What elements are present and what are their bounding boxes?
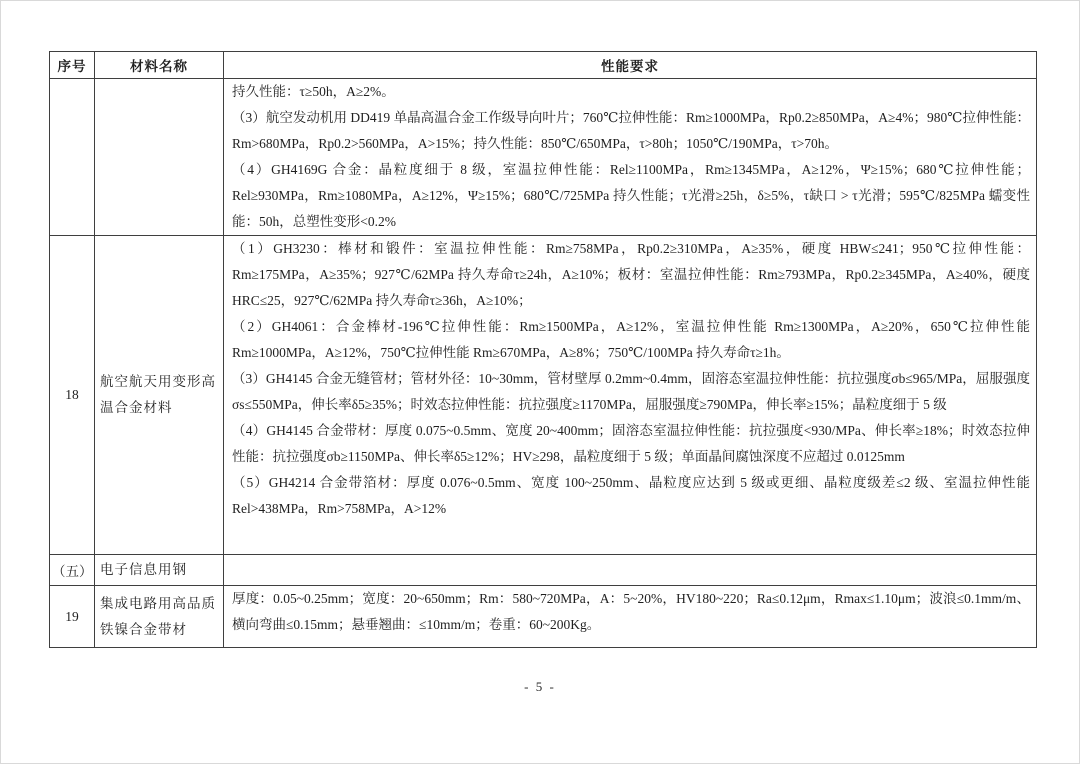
header-requirements: 性能要求 — [224, 52, 1037, 79]
requirement-paragraph: （4）GH4145 合金带材：厚度 0.075~0.5mm、宽度 20~400mm；固溶态室温拉伸性能：抗拉强度<930/MPa、伸长率≥18%；时效态拉伸性能：抗拉强度σb≥1150MPa、伸长率δ5≥12%；HV≥298，晶粒度细于 5 级；单面晶间腐蚀深度不应超过 0.0125mm — [232, 423, 1030, 464]
requirement-paragraph: 厚度：0.05~0.25mm；宽度：20~650mm；Rm：580~720MPa，A：5~20%，HV180~220；Ra≤0.12μm，Rmax≤1.10μm；波浪≤0.1mm/m、横向弯曲≤0.15mm；悬垂翘曲：≤10mm/m；卷重：60~200Kg。 — [232, 591, 1030, 632]
header-material: 材料名称 — [95, 52, 224, 79]
requirements-cell — [224, 555, 1037, 586]
table-row-19 — [50, 586, 1037, 648]
table-row-continuation — [50, 79, 1037, 236]
requirement-paragraph: 持久性能：τ≥50h，A≥2%。 — [232, 84, 395, 99]
table-row-section-5 — [50, 555, 1037, 586]
material-cell: 集成电路用高品质铁镍合金带材 — [95, 586, 224, 648]
page-number: - 5 - — [524, 679, 556, 694]
material-cell: 航空航天用变形高温合金材料 — [95, 236, 224, 555]
requirement-paragraph: （3）GH4145 合金无缝管材；管材外径：10~30mm，管材壁厚 0.2mm~0.4mm，固溶态室温拉伸性能：抗拉强度σb≤965/MPa，屈服强度σs≤550MPa，伸长率δ5≥35%；时效态拉伸性能：抗拉强度≥1170MPa，屈服强度≥790MPa，伸长率≥15%；晶粒度细于 5 级 — [232, 371, 1030, 412]
table-row-18 — [50, 236, 1037, 555]
material-cell — [95, 79, 224, 236]
seq-cell: （五） — [50, 555, 95, 586]
requirements-cell — [224, 79, 1037, 236]
materials-table — [49, 51, 1037, 648]
seq-cell: 18 — [50, 236, 95, 555]
seq-cell — [50, 79, 95, 236]
requirement-paragraph: （1）GH3230：棒材和锻件：室温拉伸性能：Rm≥758MPa，Rp0.2≥310MPa，A≥35%，硬度 HBW≤241；950℃拉伸性能：Rm≥175MPa，A≥35%；927℃/62MPa 持久寿命τ≥24h，A≥10%；板材：室温拉伸性能：Rm≥793MPa，Rp0.2≥345MPa，A≥40%，硬度 HRC≤25，927℃/62MPa 持久寿命τ≥36h，A≥10%； — [232, 241, 1030, 308]
requirement-paragraph: （4）GH4169G 合金：晶粒度细于 8 级，室温拉伸性能：Rel≥1100MPa，Rm≥1345MPa，A≥12%，Ψ≥15%；680℃拉伸性能；Rel≥930MPa，Rm≥1080MPa，A≥12%，Ψ≥15%；680℃/725MPa 持久性能；τ光滑≥25h，δ≥5%，τ缺口 > τ光滑；595℃/825MPa 蠕变性能：50h，总塑性变形<0.2% — [232, 162, 1030, 229]
requirements-cell — [224, 236, 1037, 555]
requirement-paragraph: （2）GH4061：合金棒材-196℃拉伸性能：Rm≥1500MPa，A≥12%，室温拉伸性能 Rm≥1300MPa，A≥20%，650℃拉伸性能 Rm≥1000MPa，A≥12%，750℃拉伸性能 Rm≥670MPa，A≥8%；750℃/100MPa 持久寿命τ≥1h。 — [232, 319, 1030, 360]
header-seq: 序号 — [50, 52, 95, 79]
requirement-paragraph: （5）GH4214 合金带箔材：厚度 0.076~0.5mm、宽度 100~250mm、晶粒度应达到 5 级或更细、晶粒度级差≤2 级、室温拉伸性能 Rel>438MPa，Rm>758MPa，A>12% — [232, 475, 1030, 516]
material-cell: 电子信息用钢 — [95, 555, 224, 586]
table-header-row — [50, 52, 1037, 79]
requirement-paragraph: （3）航空发动机用 DD419 单晶高温合金工作级导向叶片；760℃拉伸性能：Rm≥1000MPa，Rp0.2≥850MPa，A≥4%；980℃拉伸性能：Rm>680MPa，Rp0.2>560MPa，A>15%；持久性能：850℃/650MPa，τ>80h；1050℃/190MPa，τ>70h。 — [232, 110, 1030, 151]
seq-cell: 19 — [50, 586, 95, 648]
requirements-cell — [224, 586, 1037, 648]
